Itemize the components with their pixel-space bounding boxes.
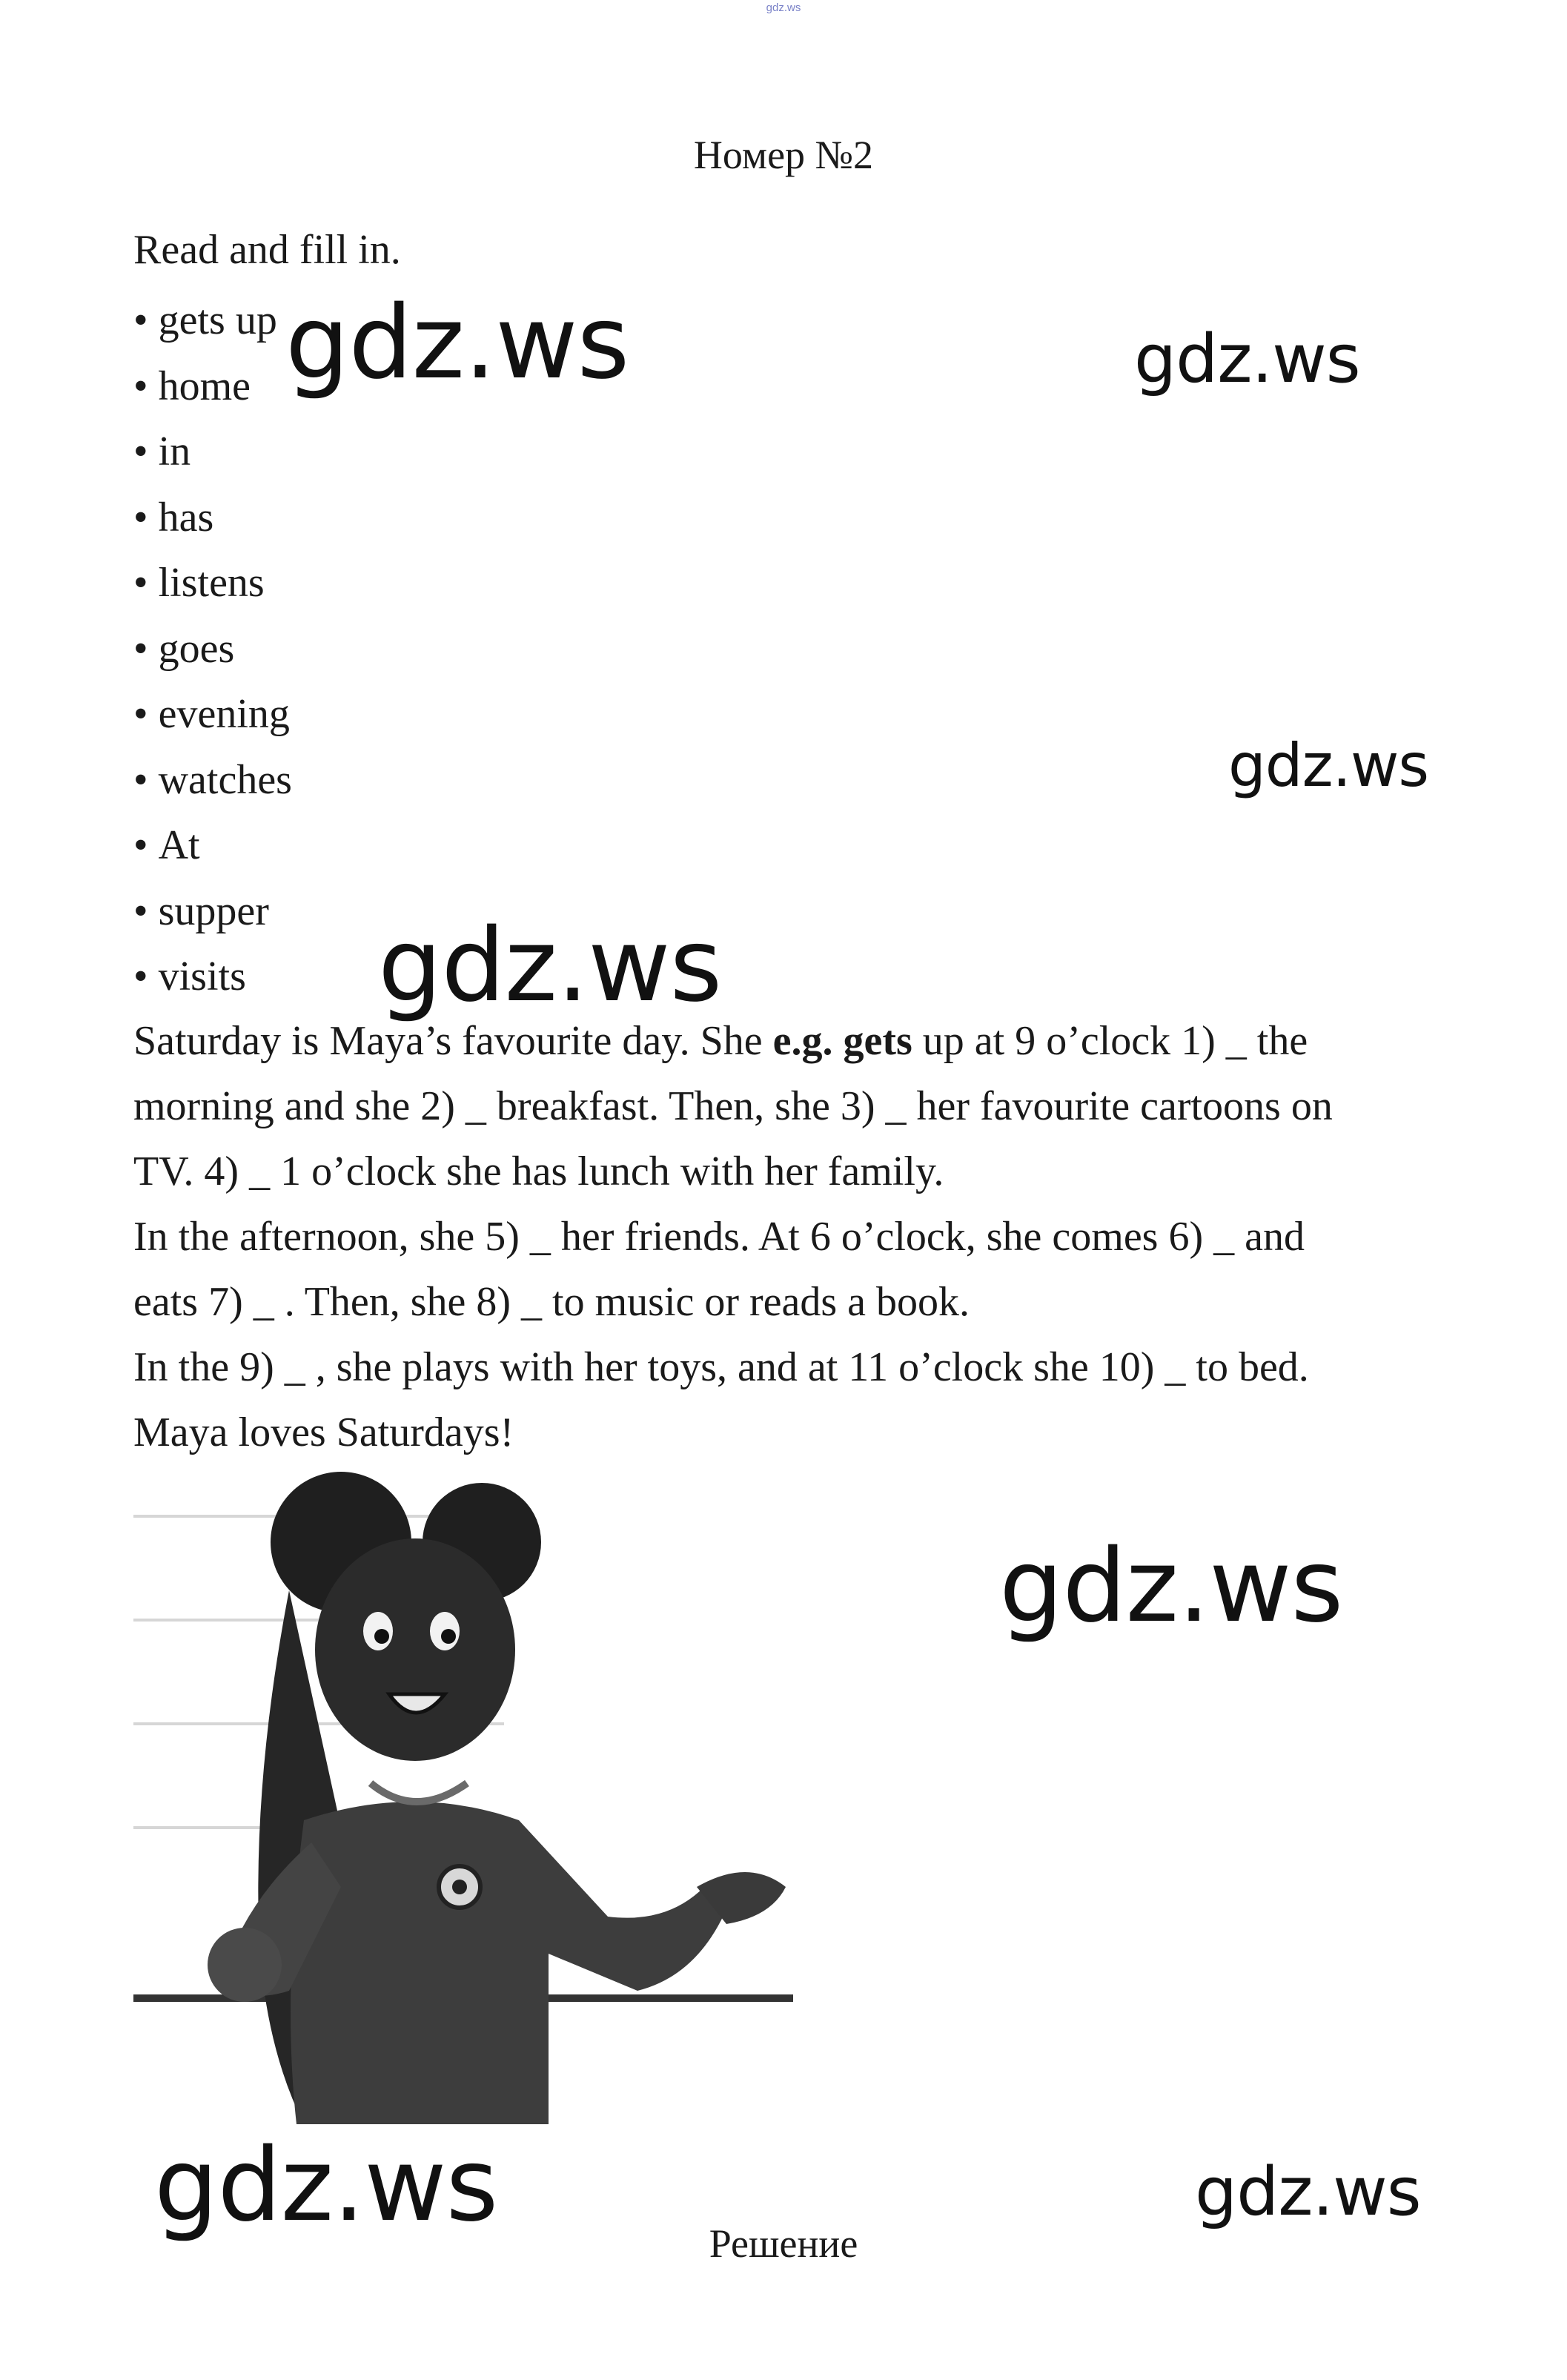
instruction-text: Read and fill in. bbox=[133, 227, 401, 273]
word-bank bbox=[133, 288, 292, 1010]
story-line bbox=[133, 1008, 1438, 1074]
watermark: gdz.ws bbox=[1134, 320, 1360, 398]
word-item: • watches bbox=[133, 747, 292, 813]
story-text-part: up at 9 o’clock 1) _ the bbox=[912, 1018, 1308, 1064]
solution-label: Решение bbox=[709, 2221, 858, 2266]
word-item: • supper bbox=[133, 879, 292, 945]
example-answer: e.g. gets bbox=[772, 1018, 912, 1064]
watermark: gdz.ws bbox=[999, 1528, 1343, 1645]
exercise-title: Номер №2 bbox=[693, 133, 874, 177]
story-text bbox=[133, 1008, 1438, 1465]
story-line: In the afternoon, she 5) _ her friends. At 6 o’clock, she comes 6) _ and bbox=[133, 1214, 1305, 1260]
watermark: gdz.ws bbox=[1195, 2153, 1421, 2231]
word-item: • listens bbox=[133, 550, 292, 616]
story-line: eats 7) _ . Then, she 8) _ to music or reads a book. bbox=[133, 1279, 970, 1325]
story-text-part: Saturday is Maya’s favourite day. She bbox=[133, 1018, 773, 1064]
top-watermark: gdz.ws bbox=[766, 1, 801, 14]
story-line: In the 9) _ , she plays with her toys, and at 11 o’clock she 10) _ to bed. bbox=[133, 1344, 1309, 1390]
story-line: morning and she 2) _ breakfast. Then, she 3) _ her favourite cartoons on bbox=[133, 1083, 1333, 1129]
watermark: gdz.ws bbox=[154, 2127, 498, 2244]
watermark: gdz.ws bbox=[285, 285, 629, 402]
word-item: • goes bbox=[133, 616, 292, 682]
word-item: • in bbox=[133, 419, 292, 485]
word-item: • gets up bbox=[133, 288, 292, 354]
word-item: • evening bbox=[133, 681, 292, 747]
word-item: • At bbox=[133, 813, 292, 879]
word-item: • home bbox=[133, 354, 292, 420]
watermark: gdz.ws bbox=[378, 908, 722, 1025]
story-line: TV. 4) _ 1 o’clock she has lunch with her family. bbox=[133, 1148, 944, 1194]
watermark: gdz.ws bbox=[1228, 731, 1429, 800]
word-item: • visits bbox=[133, 944, 292, 1010]
story-line: Maya loves Saturdays! bbox=[133, 1409, 514, 1455]
girl-illustration bbox=[133, 1472, 801, 2139]
word-item: • has bbox=[133, 485, 292, 551]
